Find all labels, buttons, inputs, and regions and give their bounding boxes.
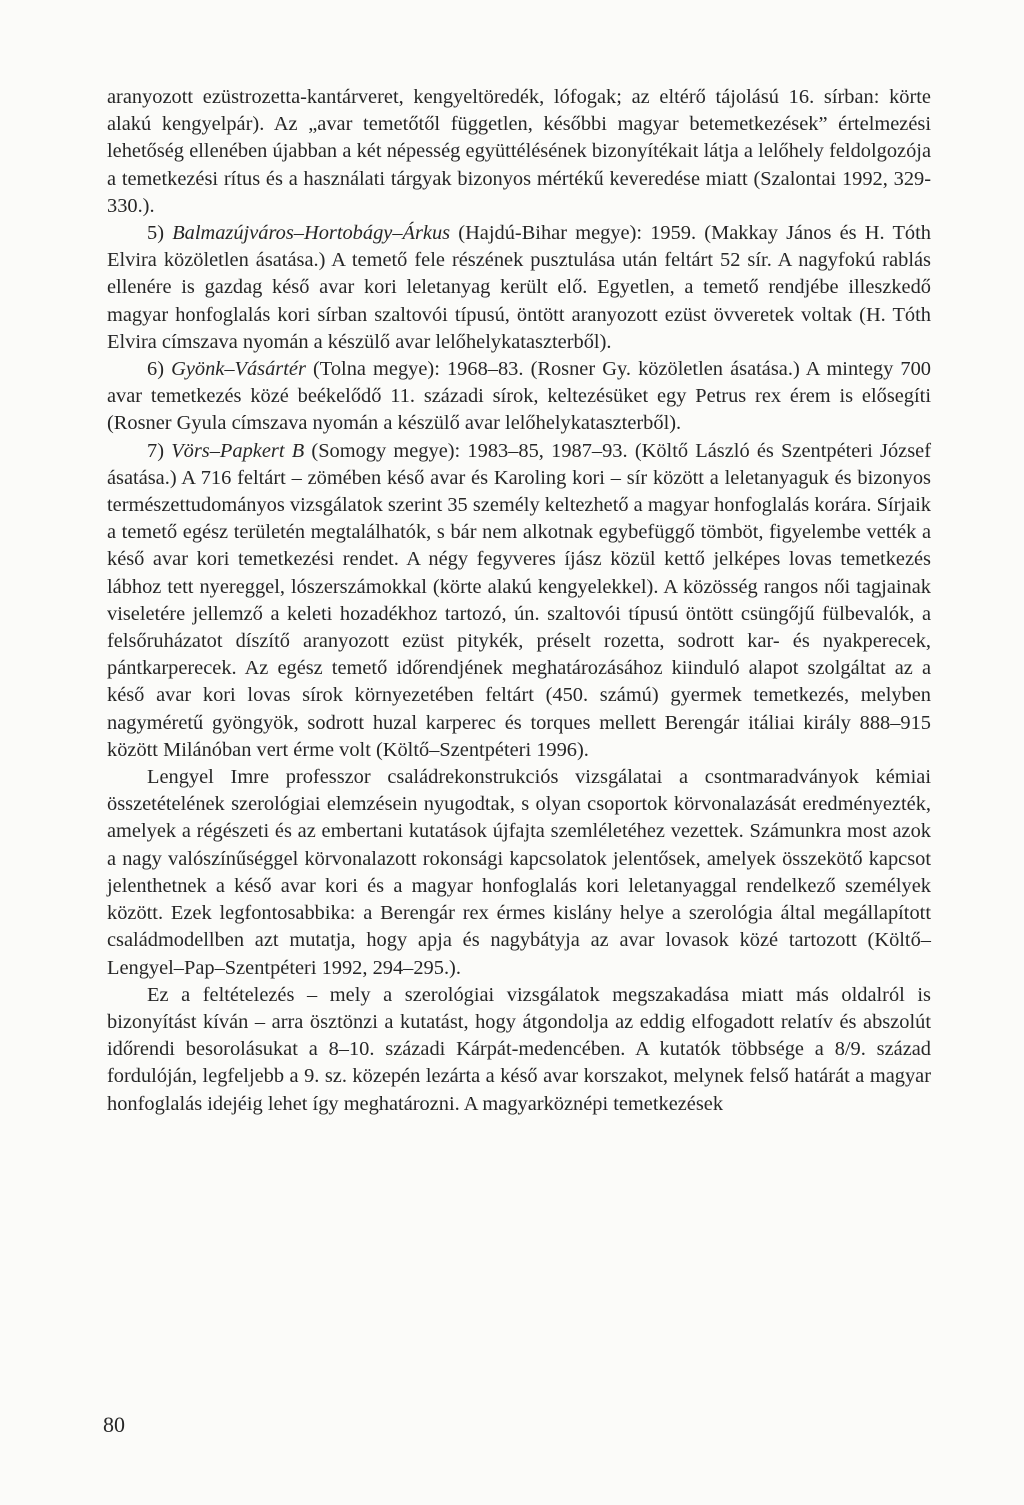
- paragraph-text: (Somogy megye): 1983–85, 1987–93. (Költő László és Szentpéteri József ásatása.) A 716 feltárt – zömében késő avar és Karoling kori – sír között a leletanyaguk és bizonyos természettudományos vizsgálatok szerint 35 személy keltezhető a magyar honfoglalás korára. Sírjaik a temető egész területén megtalálhatók, s bár nem alkotnak egybefüggő tömböt, figyelembe vették a késő avar kori temetkezési rendet. A négy fegyveres íjász közül kettő jelképes lovas temetkezés lábhoz tett nyereggel, lószerszámokkal (körte alakú kengyelekkel). A közösség rangos női tagjainak viseletére jellemző a keleti hozadékhoz tartozó, ún. szaltovói típusú öntött csüngőjű fülbevalók, a felsőruházatot díszítő aranyozott ezüst pitykék, préselt rozetta, sodrott kar- és nyakperecek, pántkarperecek. Az egész temető időrendjének meghatározásához kiinduló alapot szolgáltat az a késő avar kori lovas sírok környezetében feltárt (450. számú) gyermek temetkezés, melyben nagyméretű gyöngyök, sodrott huzal karperec és torques mellett Berengár itáliai király 888–915 között Milánóban vert érme volt (Költő–Szentpéteri 1996).: [107, 439, 931, 761]
- paragraph-text: (Tolna megye): 1968–83. (Rosner Gy. közöletlen ásatása.) A mintegy 700 avar temetkezés közé beékelődő 11. századi sírok, keltezésüket egy Petrus rex érem is elősegíti (Rosner Gyula címszava nyomán a készülő avar lelőhelykataszterből).: [107, 358, 931, 435]
- site-number: 6): [147, 358, 172, 381]
- site-name: Gyönk–Vásártér: [171, 358, 306, 381]
- paragraph-site-7: [107, 438, 931, 764]
- site-number: 5): [147, 222, 173, 245]
- paragraph-site-6: [107, 356, 931, 438]
- site-name: Vörs–Papkert B: [171, 439, 305, 462]
- paragraph-site-5: [107, 220, 931, 356]
- site-number: 7): [147, 439, 172, 462]
- paragraph-text: aranyozott ezüstrozetta-kantárveret, kengyeltöredék, lófogak; az eltérő tájolású 16. sírban: körte alakú kengyelpár). Az „avar temetőtől független, későbbi magyar betemetkezések” értelmezési lehetőség ellenében újabban a két népesség együttélésének bizonyítékait látja a lelőhely feldolgozója a temetkezési rítus és a használati tárgyak bizonyos mértékű keveredése miatt (Szalontai 1992, 329-330.).: [107, 86, 931, 217]
- page-number: 80: [103, 1412, 125, 1437]
- paragraph-continuation: [107, 84, 931, 220]
- site-name: Balmazújváros–Hortobágy–Árkus: [172, 222, 451, 245]
- paragraph-text: (Hajdú-Bihar megye): 1959. (Makkay János és H. Tóth Elvira közöletlen ásatása.) A temető fele részének pusztulása után feltárt 52 sír. A nagyfokú rablás ellenére is gazdag késő avar kori leletanyag került elő. Egyetlen, a temető rendjébe illeszkedő magyar honfoglalás kori sírban szaltovói típusú, öntött aranyozott ezüst övveretek voltak (H. Tóth Elvira címszava nyomán a készülő avar lelőhelykataszterből).: [107, 222, 931, 353]
- paragraph-text: Lengyel Imre professzor családrekonstrukciós vizsgálatai a csontmaradványok kémiai összetételének szerológiai elemzésein nyugodtak, s olyan csoportok körvonalazását eredményezték, amelyek a régészeti és az embertani kutatások újfajta szemléletéhez vezettek. Számunkra most azok a nagy valószínűséggel körvonalazott rokonsági kapcsolatok jelentősek, amelyek összekötő kapcsot jelenthetnek a késő avar kori és a magyar honfoglalás kori leletanyaggal rendelkező személyek között. Ezek legfontosabbika: a Berengár rex érmes kislány helye a szerológia által megállapított családmodellben azt mutatja, hogy apja és nagybátyja az avar lovasok közé tartozott (Költő–Lengyel–Pap–Szentpéteri 1992, 294–295.).: [107, 766, 931, 979]
- paragraph-text: Ez a feltételezés – mely a szerológiai vizsgálatok megszakadása miatt más oldalról is bizonyítást kíván – arra ösztönzi a kutatást, hogy átgondolja az eddig elfogadott relatív és abszolút időrendi besorolásukat a 8–10. századi Kárpát-medencében. A kutatók többsége a 8/9. század fordulóján, legfeljebb a 9. sz. közepén lezárta a késő avar korszakot, melynek felső határát a magyar honfoglalás idejéig lehet így meghatározni. A magyarköznépi temetkezések: [107, 983, 931, 1115]
- paragraph-lengyel: [107, 764, 931, 982]
- paragraph-hypothesis: [107, 982, 931, 1118]
- body-text: [107, 84, 931, 1118]
